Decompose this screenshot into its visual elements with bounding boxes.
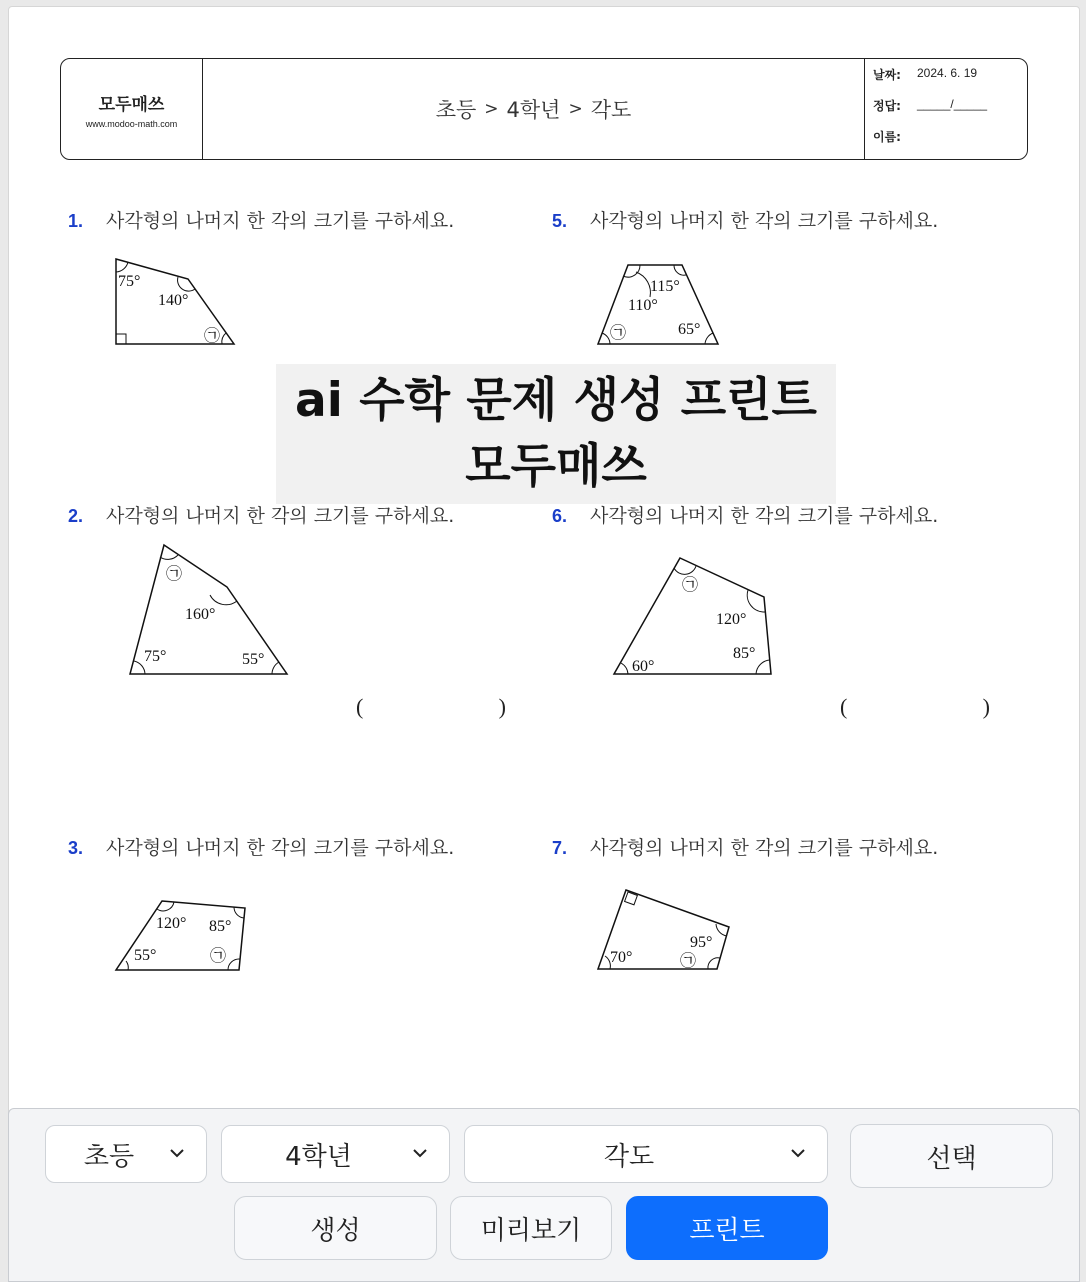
angle-label: 55° bbox=[242, 651, 265, 668]
problem-number: 2. bbox=[68, 506, 84, 526]
breadcrumb-level: 초등 bbox=[435, 98, 477, 122]
problem-text: 사각형의 나머지 한 각의 크기를 구하세요. bbox=[590, 210, 939, 232]
answer-blank-2[interactable] bbox=[356, 694, 506, 720]
angle-label: 75° bbox=[118, 273, 141, 290]
quadrilateral-figure-5 bbox=[590, 255, 730, 350]
topic-select[interactable] bbox=[464, 1125, 828, 1183]
generate-button[interactable]: 생성 bbox=[234, 1196, 437, 1260]
answer-close-paren: ) bbox=[498, 694, 506, 719]
problem-number: 5. bbox=[552, 211, 568, 231]
angle-label: 65° bbox=[678, 321, 701, 338]
breadcrumb-separator: > bbox=[484, 99, 499, 119]
angle-label: ㉠ bbox=[680, 953, 697, 970]
answer-blank-6[interactable] bbox=[840, 694, 990, 720]
angle-label: 160° bbox=[185, 606, 216, 623]
breadcrumb-grade: 4학년 bbox=[506, 98, 561, 122]
breadcrumb-separator: > bbox=[568, 99, 583, 119]
answer-open-paren: ( bbox=[356, 694, 364, 719]
angle-label: ㉠ bbox=[682, 577, 699, 594]
angle-label: 120° bbox=[156, 915, 187, 932]
angle-label: 120° bbox=[716, 611, 747, 628]
print-button[interactable]: 프린트 bbox=[626, 1196, 828, 1260]
angle-label: 70° bbox=[610, 949, 633, 966]
quadrilateral-figure-6 bbox=[604, 550, 784, 680]
angle-label: 60° bbox=[632, 658, 655, 675]
problem-2 bbox=[68, 501, 538, 528]
grade-select-value: 4학년 bbox=[285, 1141, 352, 1172]
level-select-value: 초등 bbox=[83, 1141, 135, 1172]
preview-button[interactable]: 미리보기 bbox=[450, 1196, 612, 1260]
problem-6 bbox=[552, 501, 1022, 528]
problem-number: 1. bbox=[68, 211, 84, 231]
info-box bbox=[865, 59, 1027, 159]
angle-label: ㉠ bbox=[610, 325, 627, 342]
problem-1 bbox=[68, 206, 538, 233]
quadrilateral-figure-2 bbox=[120, 535, 300, 680]
angle-label: 85° bbox=[733, 645, 756, 662]
select-button[interactable]: 선택 bbox=[850, 1124, 1053, 1188]
level-select[interactable] bbox=[45, 1125, 207, 1183]
problem-7 bbox=[552, 833, 1022, 860]
watermark-line-1: ai 수학 문제 생성 프린트 bbox=[295, 373, 817, 428]
watermark-overlay bbox=[276, 364, 836, 504]
worksheet-header bbox=[60, 58, 1028, 160]
topic-select-value: 각도 bbox=[603, 1141, 655, 1172]
angle-label: 115° bbox=[650, 278, 680, 295]
problem-text: 사각형의 나머지 한 각의 크기를 구하세요. bbox=[590, 505, 939, 527]
angle-label: 95° bbox=[690, 934, 713, 951]
watermark-line-2: 모두매쓰 bbox=[465, 439, 647, 494]
chevron-down-icon bbox=[411, 1144, 429, 1162]
problem-text: 사각형의 나머지 한 각의 크기를 구하세요. bbox=[590, 837, 939, 859]
quadrilateral-figure-1 bbox=[100, 250, 250, 350]
date-label: 날짜: bbox=[873, 68, 901, 82]
breadcrumb bbox=[203, 59, 865, 159]
angle-label: ㉠ bbox=[166, 566, 183, 583]
angle-label: 55° bbox=[134, 947, 157, 964]
quadrilateral-figure-3 bbox=[108, 893, 258, 978]
answer-close-paren: ) bbox=[982, 694, 990, 719]
name-label: 이름: bbox=[873, 130, 901, 144]
angle-label: 110° bbox=[628, 297, 658, 314]
quadrilateral-figure-7 bbox=[590, 882, 740, 977]
problem-5 bbox=[552, 206, 1022, 233]
grade-select[interactable] bbox=[221, 1125, 450, 1183]
angle-label: 140° bbox=[158, 292, 189, 309]
problem-number: 3. bbox=[68, 838, 84, 858]
answer-open-paren: ( bbox=[840, 694, 848, 719]
chevron-down-icon bbox=[789, 1144, 807, 1162]
breadcrumb-topic: 각도 bbox=[590, 98, 632, 122]
answer-value: _____/_____ bbox=[917, 97, 988, 111]
angle-label: 85° bbox=[209, 918, 232, 935]
angle-label: 75° bbox=[144, 648, 167, 665]
chevron-down-icon bbox=[168, 1144, 186, 1162]
date-value: 2024. 6. 19 bbox=[917, 66, 978, 80]
problem-text: 사각형의 나머지 한 각의 크기를 구하세요. bbox=[106, 505, 455, 527]
control-panel bbox=[8, 1108, 1080, 1282]
problem-3 bbox=[68, 833, 538, 860]
problem-number: 6. bbox=[552, 506, 568, 526]
logo-url: www.modoo-math.com bbox=[85, 118, 178, 129]
problem-number: 7. bbox=[552, 838, 568, 858]
logo bbox=[61, 59, 203, 159]
logo-name: 모두매쓰 bbox=[98, 94, 165, 115]
angle-label: ㉠ bbox=[204, 328, 221, 345]
problem-text: 사각형의 나머지 한 각의 크기를 구하세요. bbox=[106, 837, 455, 859]
answer-label: 정답: bbox=[873, 99, 901, 113]
angle-label: ㉠ bbox=[210, 948, 227, 965]
problem-text: 사각형의 나머지 한 각의 크기를 구하세요. bbox=[106, 210, 455, 232]
